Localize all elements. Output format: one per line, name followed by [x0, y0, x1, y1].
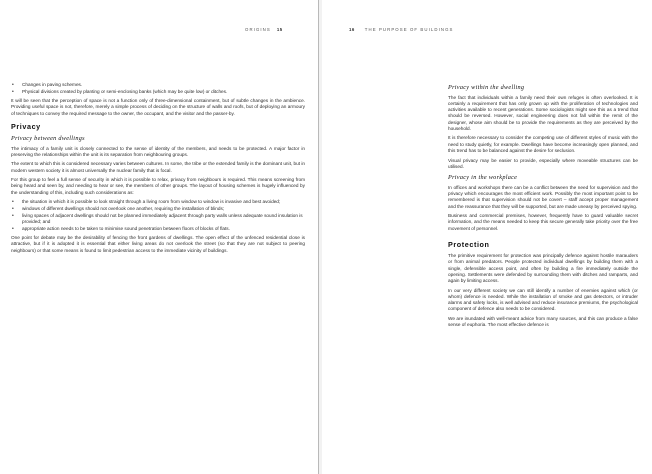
list-item: • appropriate action needs to be taken to minimise sound penetration between floors of blocks of flats. — [12, 225, 230, 232]
subheading-privacy-within-dwelling: Privacy within the dwelling — [448, 84, 525, 91]
body-paragraph: One point for debate may be the desirability of fencing the front gardens of dwellings. The open effect of the unfenced residential close is attractive, but if it is adopted it is essential that either living areas do not overlook the street (so that they are not subject to peering neighbours) or that some means is found to limit pedestrian access to the immediate vicinity of buildings. — [11, 235, 305, 253]
body-paragraph: For this group to feel a full sense of security in which it is possible to relax, privacy from neighbours is required. This means screening from being heard and seen by, and needing to hear or see, the members of other groups. The layout of housing schemes is hugely influenced by the understanding of this, including such considerations as: — [11, 177, 305, 195]
list-item: • Physical divisions created by planting or semi-enclosing banks (which may be quite low) or ditches. — [12, 88, 228, 95]
list-item: • Changes in paving schemes. — [12, 82, 83, 88]
list-item: • windows of different dwellings should not overlook one another, requiring the installation of blinds; — [12, 205, 225, 212]
section-heading-protection: Protection — [448, 239, 490, 249]
running-head-title: THE PURPOSE OF BUILDINGS — [364, 27, 454, 32]
page-number: 15 — [276, 27, 283, 32]
subheading-privacy-between-dwellings: Privacy between dwellings — [11, 135, 85, 143]
bullet-icon: • — [12, 82, 14, 88]
body-paragraph: The primitive requirement for protection was principally defence against hostile marauders or from animal predators. People protected individual dwellings by building them with a single, defensible access point, and often by building a fire immediately outside the opening. Settlements were defended by surrounding them with ditches and ramparts, and again by limiting access. — [448, 252, 638, 284]
body-paragraph: In our very different society we can still identify a number of enemies against which (or whom) defence is needed. While the installation of smoke and gas detectors, or intruder alarms and safety locks, is well advised and reduce insurance premiums, the psychological component of defence also needs to be considered. — [448, 287, 638, 312]
section-heading-privacy: Privacy — [11, 122, 41, 132]
body-paragraph: Visual privacy may be easier to provide, especially where moveable structures can be utilised. — [448, 157, 638, 169]
bullet-icon: • — [12, 205, 14, 212]
running-head-right — [349, 27, 454, 32]
bullet-icon: • — [12, 212, 14, 219]
body-paragraph: The fact that individuals within a family need their own refuges is often overlooked. It is certainly a requirement that has only grown up with the proliferation of technologies and activities available to recent generations. Some sociologists might see this as a trend that should be reversed. However, social engineering does not fall within the remit of the designer, whose aim should be to provide the requirements as they are perceived by the household. — [448, 94, 638, 131]
page-number: 16 — [349, 27, 355, 32]
body-paragraph: The intimacy of a family unit is closely connected to the sense of identity of the members, and needs to be protected. A major factor in preserving the relationships within the unit is its separation from neighbouring groups. — [11, 145, 305, 157]
list-item: • the situation in which it is possible to look straight through a living room from window to window is invasive and best avoided; — [12, 199, 281, 206]
right-text-column — [448, 84, 638, 332]
subheading-privacy-in-workplace: Privacy in the workplace — [448, 174, 518, 182]
body-paragraph: It will be seen that the perception of space is not a function only of three-dimensional containment, but of subtle changes in the ambience. Providing useful space is not, therefore, merely a simple process of deciding on the structure of walls and roofs, but of deploying an armoury of techniques to convey the required message to the owner, the occupant, and the visitor and the passer-by. — [11, 98, 305, 116]
left-text-column — [11, 82, 305, 257]
body-paragraph: Business and commercial premises, however, frequently have to guard valuable secret information, and the means needed to keep this secure generally take priority over the free movement of personnel. — [448, 213, 638, 231]
body-paragraph: The extent to which this is considered necessary varies between cultures. In some, the tribe or the extended family is the dominant unit, but in modern western society it is almost universally the nuclear family that is focal. — [11, 161, 305, 173]
right-page — [322, 0, 652, 474]
bullet-icon: • — [12, 199, 14, 206]
list-item: • living spaces of adjacent dwellings should not be planned immediately adjacent through party walls unless adequate sound insulation is provided; and — [12, 212, 303, 224]
body-paragraph: In offices and workshops there can be a conflict between the need for supervision and the privacy which encourages the most efficient work. Possibly the most important point to be remembered is that supervision should not be covert – staff accept proper management and the reassurance that they will be supported, but are made uneasy by perceived spying. — [448, 184, 638, 209]
considerations-list — [11, 199, 305, 232]
body-paragraph: We are inundated with well-meant advice from many sources, and this can produce a false sense of euphoria. The most effective defence is — [448, 315, 638, 328]
left-page — [0, 0, 319, 474]
running-head-title: ORIGINS — [245, 27, 271, 32]
body-paragraph: It is therefore necessary to consider the competing use of different styles of music with the need to study quietly, for example. Dwellings have become increasingly open planned, and this trend has to be balanced against the desire for seclusion. — [448, 135, 638, 154]
intro-bullet-list — [11, 82, 305, 95]
running-head-left — [245, 27, 283, 32]
bullet-icon: • — [12, 225, 14, 232]
bullet-icon: • — [12, 88, 14, 95]
